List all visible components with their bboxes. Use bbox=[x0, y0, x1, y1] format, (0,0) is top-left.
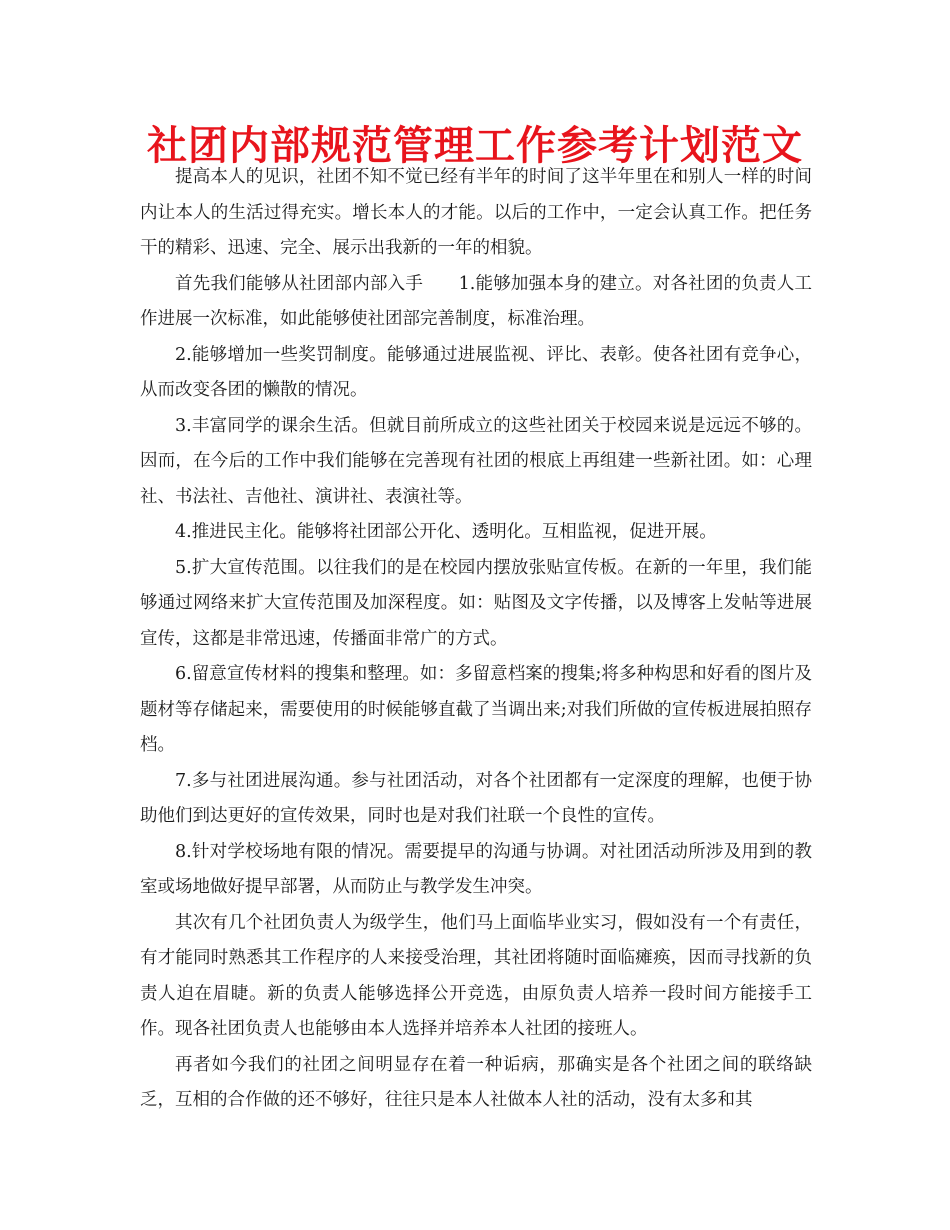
paragraph: 5.扩大宣传范围。以往我们的是在校园内摆放张贴宣传板。在新的一年里，我们能够通过网络来扩大宣传范围及加深程度。如：贴图及文字传播，以及博客上发帖等进展宣传，这都是非常迅速，传播面非常广的方式。 bbox=[140, 557, 812, 649]
paragraph: 7.多与社团进展沟通。参与社团活动，对各个社团都有一定深度的理解，也便于协助他们到达更好的宣传效果，同时也是对我们社联一个良性的宣传。 bbox=[140, 770, 812, 826]
paragraph: 再者如今我们的社团之间明显存在着一种诟病，那确实是各个社团之间的联络缺乏，互相的合作做的还不够好，往往只是本人社做本人社的活动，没有太多和其 bbox=[140, 1054, 812, 1110]
document-title: 社团内部规范管理工作参考计划范文 bbox=[147, 123, 803, 169]
paragraph: 首先我们能够从社团部内部入手 1.能够加强本身的建立。对各社团的负责人工作进展一次标准，如此能够使社团部完善制度，标准治理。 bbox=[140, 273, 812, 329]
paragraph: 其次有几个社团负责人为级学生，他们马上面临毕业实习，假如没有一个有责任，有才能同时熟悉其工作程序的人来接受治理，其社团将随时面临瘫痪，因而寻找新的负责人迫在眉睫。新的负责人能够选择公开竞选，由原负责人培养一段时间方能接手工作。现各社团负责人也能够由本人选择并培养本人社团的接班人。 bbox=[140, 912, 812, 1039]
paragraph: 8.针对学校场地有限的情况。需要提早的沟通与协调。对社团活动所涉及用到的教室或场地做好提早部署，从而防止与教学发生冲突。 bbox=[140, 841, 812, 897]
paragraph: 3.丰富同学的课余生活。但就目前所成立的这些社团关于校园来说是远远不够的。因而，在今后的工作中我们能够在完善现有社团的根底上再组建一些新社团。如：心理社、书法社、吉他社、演讲社、表演社等。 bbox=[140, 415, 812, 507]
paragraph: 提高本人的见识，社团不知不觉已经有半年的时间了这半年里在和别人一样的时间内让本人的生活过得充实。增长本人的才能。以后的工作中，一定会认真工作。把任务干的精彩、迅速、完全、展示出我新的一年的相貌。 bbox=[140, 167, 812, 258]
paragraph: 4.推进民主化。能够将社团部公开化、透明化。互相监视，促进开展。 bbox=[175, 522, 717, 542]
paragraph: 6.留意宣传材料的搜集和整理。如：多留意档案的搜集;将多种构思和好看的图片及题材等存储起来，需要使用的时候能够直截了当调出来;对我们所做的宣传板进展拍照存档。 bbox=[140, 664, 812, 755]
document-body bbox=[140, 160, 812, 1119]
paragraph: 2.能够增加一些奖罚制度。能够通过进展监视、评比、表彰。使各社团有竞争心，从而改变各团的懒散的情况。 bbox=[140, 344, 812, 400]
